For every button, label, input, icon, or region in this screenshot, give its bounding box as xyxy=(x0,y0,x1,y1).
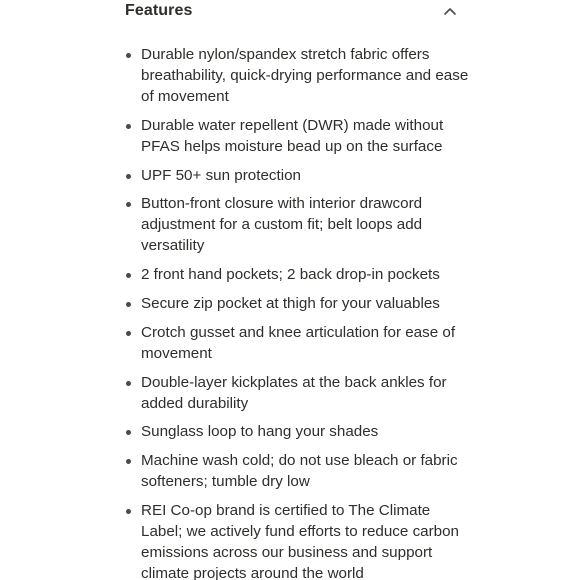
feature-item: UPF 50+ sun protection xyxy=(125,165,470,186)
feature-item: 2 front hand pockets; 2 back drop-in pockets xyxy=(125,264,470,285)
feature-item: Durable water repellent (DWR) made without PFAS helps moisture bead up on the surface xyxy=(125,115,470,157)
feature-item: Double-layer kickplates at the back ankles for added durability xyxy=(125,372,470,414)
feature-item: Machine wash cold; do not use bleach or fabric softeners; tumble dry low xyxy=(125,450,470,492)
feature-item: Sunglass loop to hang your shades xyxy=(125,421,470,442)
feature-item: REI Co-op brand is certified to The Climate Label; we actively fund efforts to reduce carbon emissions across our business and support climate projects around the world xyxy=(125,500,470,580)
feature-item: Crotch gusset and knee articulation for ease of movement xyxy=(125,322,470,364)
features-list xyxy=(125,44,470,580)
features-heading: Features xyxy=(125,2,193,19)
features-accordion-toggle[interactable] xyxy=(125,0,457,22)
feature-item: Durable nylon/spandex stretch fabric offers breathability, quick-drying performance and ease of movement xyxy=(125,44,470,107)
feature-item: Button-front closure with interior drawcord adjustment for a custom fit; belt loops add versatility xyxy=(125,193,470,256)
chevron-up-icon[interactable] xyxy=(443,4,457,18)
feature-item: Secure zip pocket at thigh for your valuables xyxy=(125,293,470,314)
